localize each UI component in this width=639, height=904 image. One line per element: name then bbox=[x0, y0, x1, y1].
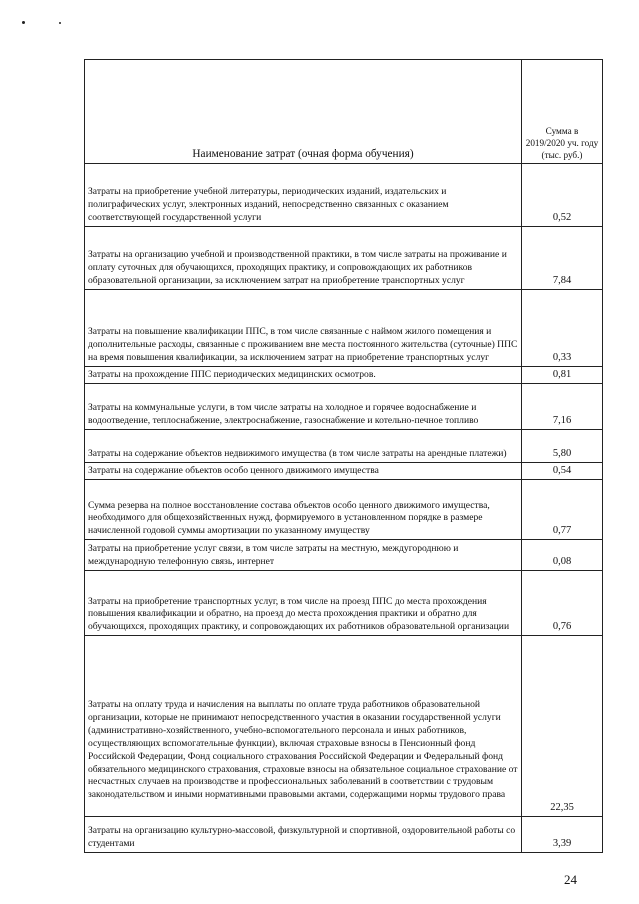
column-header-sum: Сумма в 2019/2020 уч. году (тыс. руб.) bbox=[522, 60, 603, 164]
cost-item-value: 0,54 bbox=[522, 463, 603, 480]
table-row bbox=[85, 636, 603, 817]
table-row bbox=[85, 227, 603, 290]
cost-item-value: 0,81 bbox=[522, 367, 603, 384]
cost-item-label: Затраты на приобретение услуг связи, в том числе затраты на местную, междугороднюю и международную телефонную связь, интернет bbox=[85, 540, 522, 571]
cost-item-value: 0,33 bbox=[522, 290, 603, 367]
table-row bbox=[85, 480, 603, 540]
cost-item-label: Затраты на организацию учебной и производственной практики, в том числе затраты на проживание и оплату суточных для обучающихся, проходящих практику, и сопровождающих их работников образовательной организации, за исключением затрат на приобретение транспортных услуг bbox=[85, 227, 522, 290]
cost-item-label: Затраты на содержание объектов недвижимого имущества (в том числе затраты на арендные платежи) bbox=[85, 430, 522, 463]
cost-item-label: Затраты на приобретение учебной литературы, периодических изданий, издательских и полиграфических услуг, электронных изданий, непосредственно связанных с оказанием соответствующей государственной услуги bbox=[85, 164, 522, 227]
scan-speck bbox=[22, 21, 25, 24]
cost-item-value: 7,84 bbox=[522, 227, 603, 290]
cost-item-label: Сумма резерва на полное восстановление состава объектов особо ценного движимого имущества, необходимого для общехозяйственных нужд, формируемого в установленном порядке в размере начисленной годовой суммы амортизации по указанному имуществу bbox=[85, 480, 522, 540]
table-row bbox=[85, 817, 603, 853]
table-row bbox=[85, 463, 603, 480]
cost-item-label: Затраты на прохождение ППС периодических медицинских осмотров. bbox=[85, 367, 522, 384]
table-row bbox=[85, 571, 603, 636]
cost-item-value: 5,80 bbox=[522, 430, 603, 463]
table-row bbox=[85, 540, 603, 571]
cost-item-label: Затраты на повышение квалификации ППС, в том числе связанные с наймом жилого помещения и дополнительные расходы, связанные с проживанием вне места постоянного жительства (суточные) ППС на время повышения квалификации, за исключением затрат на приобретение транспортных услуг bbox=[85, 290, 522, 367]
cost-item-value: 22,35 bbox=[522, 636, 603, 817]
cost-item-label: Затраты на оплату труда и начисления на выплаты по оплате труда работников образовательной организации, которые не принимают непосредственного участия в оказании государственной услуги (административно-хозяйственного, учебно-вспомогательного персонала и иных работников, осуществляющих вспомогательные функции), включая страховые взносы в Пенсионный фонд Российской Федерации, Фонд социального страхования Российской Федерации и Федеральный фонд обязательного медицинского страхования, страховые взносы на обязательное социальное страхование от несчастных случаев на производстве и профессиональных заболеваний в соответствии с трудовым законодательством и иными нормативными правовыми актами, содержащими нормы трудового права bbox=[85, 636, 522, 817]
cost-item-value: 7,16 bbox=[522, 384, 603, 430]
cost-item-label: Затраты на приобретение транспортных услуг, в том числе на проезд ППС до места прохождения повышения квалификации и обратно, на проезд до места прохождения практики и обратно для обучающихся, проходящих практику, и сопровождающих их работников образовательной организации bbox=[85, 571, 522, 636]
page-number: 24 bbox=[564, 872, 577, 887]
cost-item-value: 0,08 bbox=[522, 540, 603, 571]
table-header-row bbox=[85, 60, 603, 164]
cost-item-label: Затраты на организацию культурно-массовой, физкультурной и спортивной, оздоровительной работы со студентами bbox=[85, 817, 522, 853]
column-header-name: Наименование затрат (очная форма обучения) bbox=[85, 60, 522, 164]
cost-item-label: Затраты на коммунальные услуги, в том числе затраты на холодное и горячее водоснабжение и водоотведение, теплоснабжение, электроснабжение, газоснабжение и котельно-печное топливо bbox=[85, 384, 522, 430]
cost-item-value: 0,77 bbox=[522, 480, 603, 540]
cost-item-value: 0,52 bbox=[522, 164, 603, 227]
cost-item-label: Затраты на содержание объектов особо ценного движимого имущества bbox=[85, 463, 522, 480]
table-row bbox=[85, 384, 603, 430]
cost-item-value: 0,76 bbox=[522, 571, 603, 636]
cost-item-value: 3,39 bbox=[522, 817, 603, 853]
table-row bbox=[85, 367, 603, 384]
table-row bbox=[85, 164, 603, 227]
cost-table bbox=[84, 59, 603, 853]
scan-speck bbox=[59, 22, 61, 24]
table-row bbox=[85, 290, 603, 367]
table-row bbox=[85, 430, 603, 463]
